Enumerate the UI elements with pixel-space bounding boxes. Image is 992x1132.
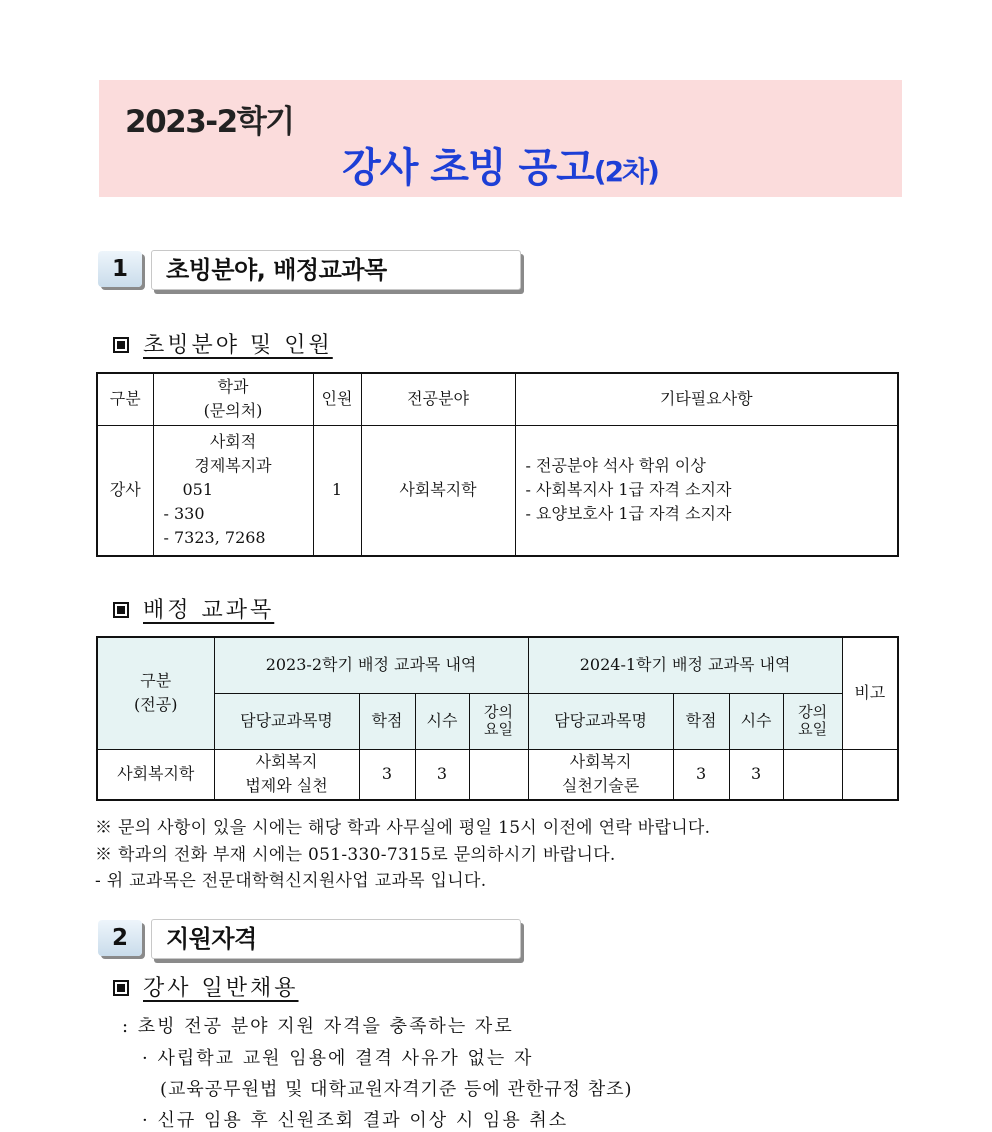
section-1-title: 초빙분야, 배정교과목 [151,250,521,290]
header-count: 인원 [313,373,361,425]
header-hours-2023: 시수 [415,693,469,749]
header-course-2023: 담당교과목명 [214,693,359,749]
cell-remarks [842,749,898,800]
requirement-item: - 사회복지사 1급 자격 소지자 [525,480,732,500]
header-dept-line2: (문의처) [203,401,263,421]
header-dept-line1: 학과 [217,377,249,397]
cell-dept [153,425,313,556]
cell-day-2023 [469,749,528,800]
cell-major: 사회복지학 [97,749,214,800]
qualification-item: · 신규 임용 후 신원조회 결과 이상 시 임용 취소 [142,1110,569,1131]
cell-course-2024 [528,749,673,800]
recruit-table [96,372,899,557]
qualification-item: · 사립학교 교원 임용에 결격 사유가 없는 자 [142,1048,534,1069]
note-phone: ※ 학과의 전화 부재 시에는 051-330-7315로 문의하시기 바랍니다. [95,845,616,865]
cell-day-2024 [783,749,842,800]
cell-course-2023 [214,749,359,800]
header-credit-2024: 학점 [673,693,729,749]
header-group-2024: 2024-1학기 배정 교과목 내역 [528,637,842,693]
course-heading-text: 배정 교과목 [143,598,275,623]
section-1-number: 1 [98,251,142,287]
header-day-line1: 강의 [484,703,514,721]
section-2-number: 2 [98,920,142,956]
header-day-2024 [783,693,842,749]
course-header-row-2 [97,693,898,749]
course-2024-line1: 사회복지 [569,752,632,772]
cell-credit-2024: 3 [673,749,729,800]
course-2023-line2: 법제와 실천 [245,776,328,796]
recruit-heading-text: 초빙분야 및 인원 [143,333,333,358]
section-2-title: 지원자격 [151,919,521,959]
dept-line: 경제복지과 [194,456,272,476]
dept-line: 051 [182,480,214,500]
header-day-2023 [469,693,528,749]
square-bullet-icon [113,602,129,618]
header-major: 전공분야 [361,373,515,425]
requirement-item: - 전공분야 석사 학위 이상 [525,456,706,476]
table-row [97,749,898,800]
title-suffix: (2차) [593,155,658,188]
requirement-item: - 요양보호사 1급 자격 소지자 [525,504,732,524]
course-2024-line2: 실천기술론 [561,776,640,796]
header-day-line2: 요일 [484,720,514,738]
cell-requirements [515,425,898,556]
qualification-intro: : 초빙 전공 분야 지원 자격을 충족하는 자로 [122,1016,514,1037]
note-program: - 위 교과목은 전문대학혁신지원사업 교과목 입니다. [95,871,487,891]
cell-category: 강사 [97,425,153,556]
header-course-2024: 담당교과목명 [528,693,673,749]
cell-credit-2023: 3 [359,749,415,800]
cell-hours-2023: 3 [415,749,469,800]
header-credit-2023: 학점 [359,693,415,749]
header-hours-2024: 시수 [729,693,783,749]
term-label: 2023-2학기 [125,104,294,140]
header-category-line2: (전공) [134,695,178,715]
course-header-row-1 [97,637,898,693]
recruit-heading [113,328,333,359]
header-group-2023: 2023-2학기 배정 교과목 내역 [214,637,528,693]
header-category-line1: 구분 [140,671,172,691]
general-hiring-heading [113,971,299,1002]
dept-line: 사회적 [209,432,257,452]
course-2023-line1: 사회복지 [255,752,318,772]
table-row [97,425,898,556]
cell-count: 1 [313,425,361,556]
header-requirements: 기타필요사항 [515,373,898,425]
dept-line: - 7323, 7268 [163,528,266,548]
header-category: 구분 [97,373,153,425]
cell-major: 사회복지학 [361,425,515,556]
dept-line: - 330 [163,504,205,524]
header-day-line2: 요일 [798,720,828,738]
square-bullet-icon [113,337,129,353]
header-category [97,637,214,749]
page-title [0,136,992,193]
general-hiring-heading-text: 강사 일반채용 [143,976,299,1001]
header-remarks: 비고 [842,637,898,749]
course-table [96,636,899,801]
cell-hours-2024: 3 [729,749,783,800]
recruit-header-row [97,373,898,425]
title-text: 강사 초빙 공고 [342,145,594,191]
course-heading [113,593,274,624]
header-day-line1: 강의 [798,703,828,721]
qualification-reference: (교육공무원법 및 대학교원자격기준 등에 관한규정 참조) [160,1079,633,1100]
note-inquiry: ※ 문의 사항이 있을 시에는 해당 학과 사무실에 평일 15시 이전에 연락 바랍니다. [95,818,711,838]
square-bullet-icon [113,980,129,996]
header-dept [153,373,313,425]
